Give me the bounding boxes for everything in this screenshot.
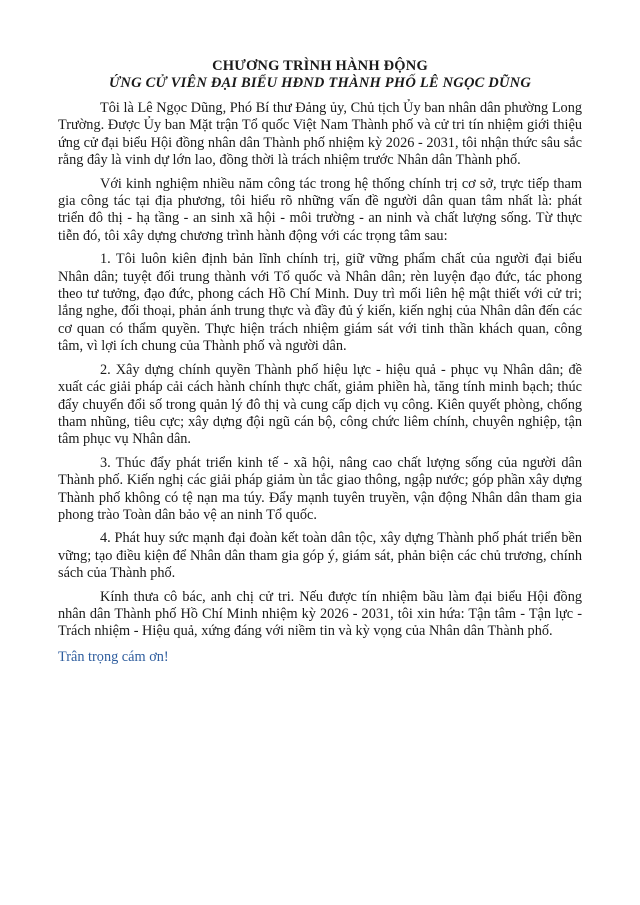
experience-paragraph: Với kinh nghiệm nhiều năm công tác trong hệ thống chính trị cơ sở, trực tiếp tham gia công tác tại địa phương, tôi hiểu rõ những vấn đề người dân quan tâm nhất là: phát triển đô thị - hạ tầng - an sinh xã hội - môi trường - an ninh và chất lượng sống. Từ thực tiễn đó, tôi xây dựng chương trình hành động với các trọng tâm sau: xyxy=(58,175,582,244)
action-item-3: 3. Thúc đẩy phát triển kinh tế - xã hội, nâng cao chất lượng sống của người dân Thành phố. Kiến nghị các giải pháp giảm ùn tắc giao thông, ngập nước; góp phần xây dựng Thành phố không có tệ nạn ma túy. Đẩy mạnh tuyên truyền, vận động Nhân dân tham gia phong trào Toàn dân bảo vệ an ninh Tổ quốc. xyxy=(58,454,582,523)
action-item-4: 4. Phát huy sức mạnh đại đoàn kết toàn dân tộc, xây dựng Thành phố phát triển bền vững; tạo điều kiện để Nhân dân tham gia góp ý, giám sát, phản biện các chủ trương, chính sách của Thành phố. xyxy=(58,530,582,582)
pledge-paragraph: Kính thưa cô bác, anh chị cử tri. Nếu được tín nhiệm bầu làm đại biểu Hội đồng nhân dân Thành phố Hồ Chí Minh nhiệm kỳ 2026 - 2031, tôi xin hứa: Tận tâm - Tận lực - Trách nhiệm - Hiệu quả, xứng đáng với niềm tin và kỳ vọng của Nhân dân Thành phố. xyxy=(58,588,582,640)
action-item-1: 1. Tôi luôn kiên định bản lĩnh chính trị, giữ vững phẩm chất của người đại biểu Nhân dân; tuyệt đối trung thành với Tổ quốc và Nhân dân; rèn luyện đạo đức, tác phong theo tư tưởng, đạo đức, phong cách Hồ Chí Minh. Duy trì mối liên hệ mật thiết với cử tri; lắng nghe, đối thoại, phản ánh trung thực và đầy đủ ý kiến, kiến nghị của Nhân dân đến các cơ quan có thẩm quyền. Thực hiện trách nhiệm giám sát với tinh thần khách quan, công tâm, vì lợi ích chung của Thành phố và người dân. xyxy=(58,251,582,355)
document-title: CHƯƠNG TRÌNH HÀNH ĐỘNG xyxy=(212,58,428,74)
intro-paragraph: Tôi là Lê Ngọc Dũng, Phó Bí thư Đảng ủy, Chủ tịch Ủy ban nhân dân phường Long Trường. Được Ủy ban Mặt trận Tổ quốc Việt Nam Thành phố và cử tri tín nhiệm giới thiệu ứng cử đại biểu Hội đồng nhân dân Thành phố nhiệm kỳ 2026 - 2031, tôi nhận thức sâu sắc rằng đây là vinh dự lớn lao, đồng thời là trách nhiệm trước Nhân dân Thành phố. xyxy=(58,100,582,169)
closing-remark: Trân trọng cám ơn! xyxy=(58,648,169,665)
document-subtitle: ỨNG CỬ VIÊN ĐẠI BIỂU HĐND THÀNH PHỐ LÊ NGỌC DŨNG xyxy=(109,75,531,91)
action-item-2: 2. Xây dựng chính quyền Thành phố hiệu lực - hiệu quả - phục vụ Nhân dân; đề xuất các giải pháp cải cách hành chính thực chất, giảm phiền hà, tăng tính minh bạch; thúc đẩy chuyển đổi số trong quản lý đô thị và cung cấp dịch vụ công. Kiên quyết phòng, chống tham nhũng, tiêu cực; xây dựng đội ngũ cán bộ, công chức liêm chính, chuyên nghiệp, tận tâm phục vụ Nhân dân. xyxy=(58,361,582,448)
